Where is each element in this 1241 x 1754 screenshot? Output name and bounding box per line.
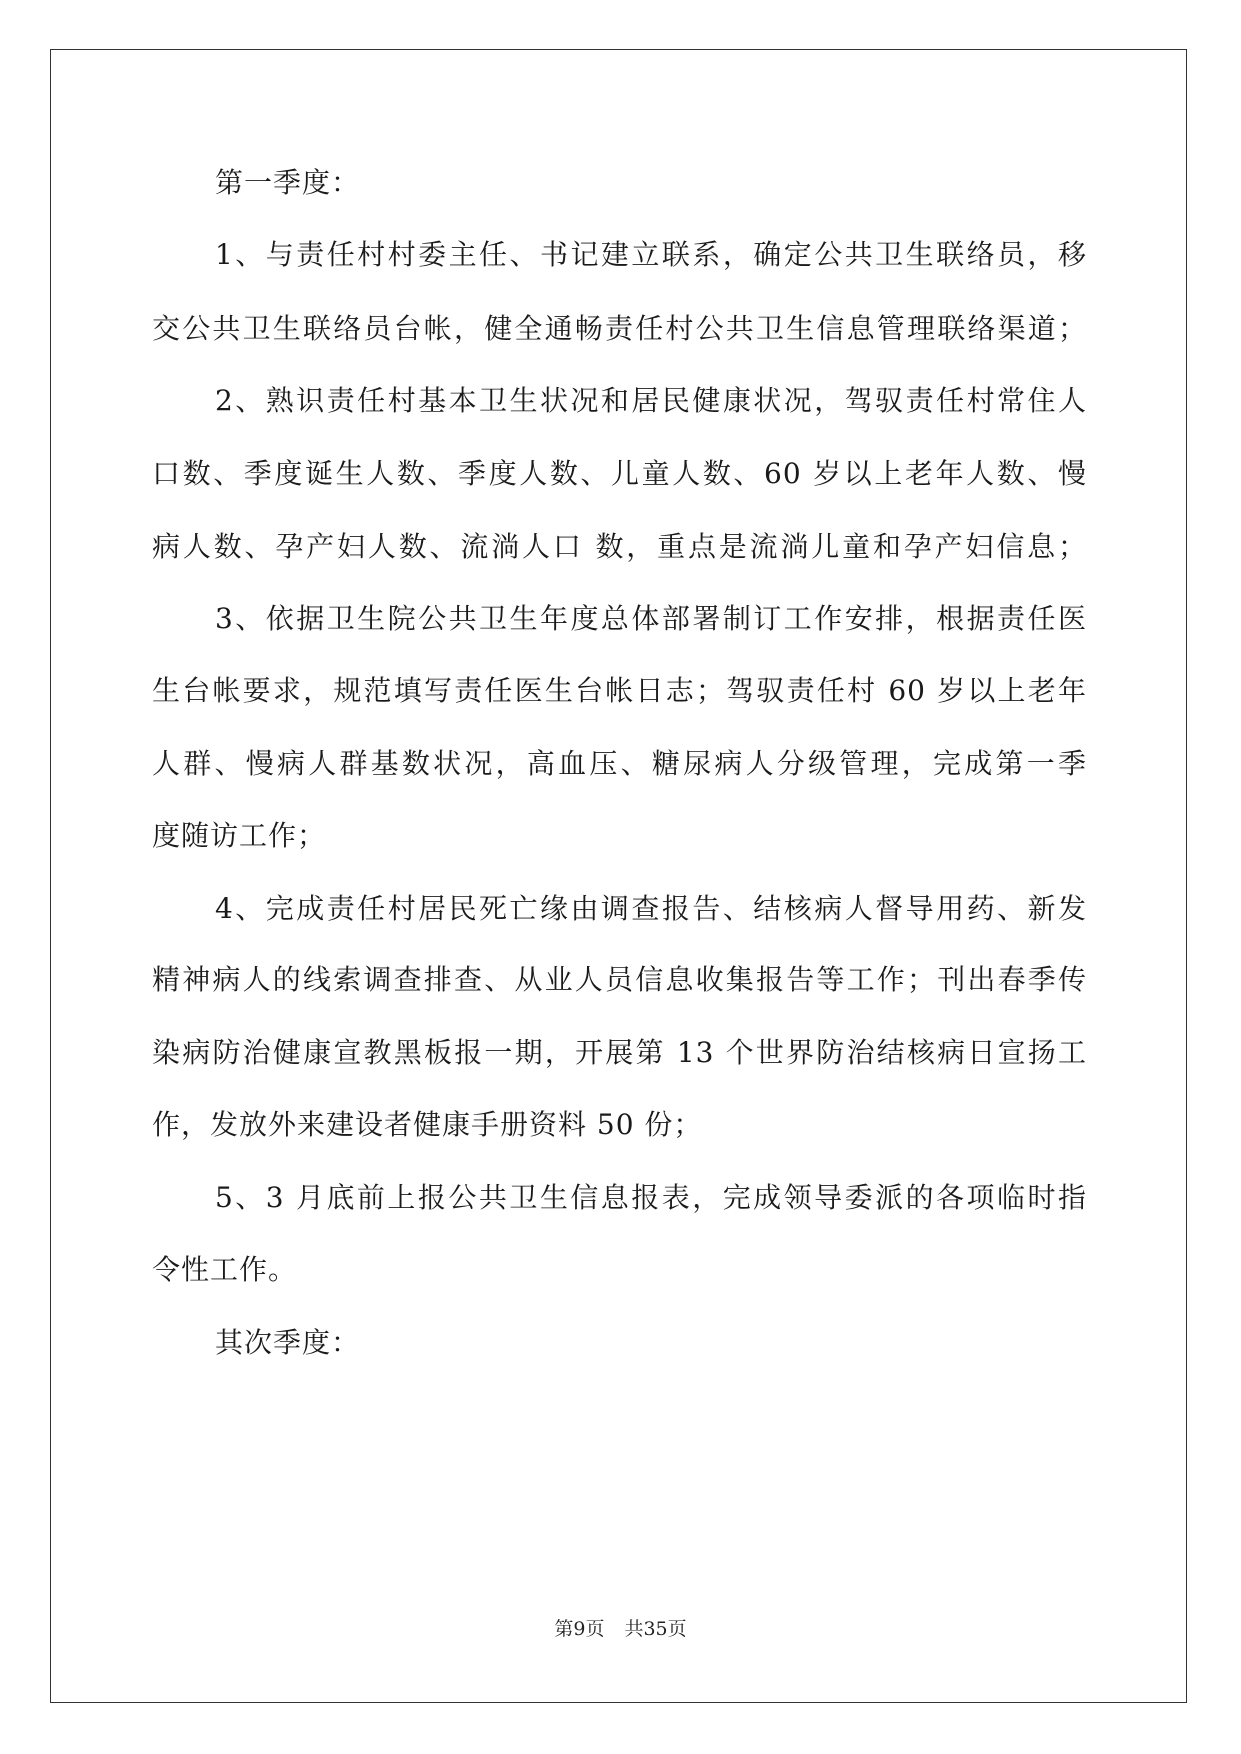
paragraph-2-line-1: 2、熟识责任村基本卫生状况和居民健康状况，驾驭责任村常住人	[215, 384, 1087, 417]
page-border	[50, 49, 1187, 1703]
page-footer	[0, 1617, 1241, 1641]
paragraph-4-line-2: 精神病人的线索调查排查、从业人员信息收集报告等工作；刊出春季传	[152, 963, 1087, 996]
paragraph-3-line-2: 生台帐要求，规范填写责任医生台帐日志；驾驭责任村 60 岁以上老年	[152, 674, 1087, 707]
paragraph-2-line-2: 口数、季度诞生人数、季度人数、儿童人数、60 岁以上老年人数、慢	[152, 457, 1087, 490]
section-heading-q2: 其次季度：	[215, 1326, 361, 1359]
paragraph-2-line-3: 病人数、孕产妇人数、流淌人口 数，重点是流淌儿童和孕产妇信息；	[152, 530, 1087, 563]
paragraph-1-line-1: 1、与责任村村委主任、书记建立联系，确定公共卫生联络员，移	[215, 238, 1087, 271]
paragraph-4-line-1: 4、完成责任村居民死亡缘由调查报告、结核病人督导用药、新发	[215, 892, 1087, 925]
paragraph-5-line-1: 5、3 月底前上报公共卫生信息报表，完成领导委派的各项临时指	[215, 1181, 1087, 1214]
paragraph-3-line-3: 人群、慢病人群基数状况，高血压、糖尿病人分级管理，完成第一季	[152, 747, 1087, 780]
paragraph-4-line-4: 作，发放外来建设者健康手册资料 50 份；	[152, 1108, 703, 1141]
section-heading-q1: 第一季度：	[215, 166, 361, 199]
page-number: 第9页	[554, 1618, 605, 1640]
paragraph-1-line-2: 交公共卫生联络员台帐，健全通畅责任村公共卫生信息管理联络渠道；	[152, 312, 1087, 345]
paragraph-4-line-3: 染病防治健康宣教黑板报一期，开展第 13 个世界防治结核病日宣扬工	[152, 1036, 1087, 1069]
paragraph-5-line-2: 令性工作。	[152, 1253, 298, 1286]
paragraph-3-line-4: 度随访工作；	[152, 819, 327, 852]
paragraph-3-line-1: 3、依据卫生院公共卫生年度总体部署制订工作安排，根据责任医	[215, 602, 1087, 635]
page-total: 共35页	[624, 1618, 687, 1640]
